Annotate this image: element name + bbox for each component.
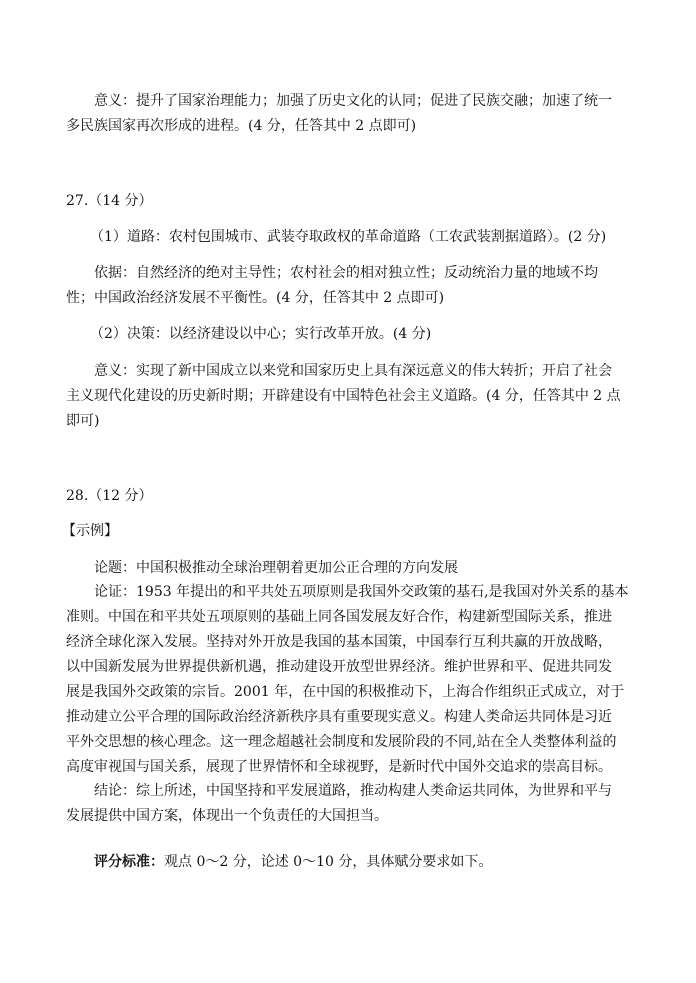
q28-argument-line-6: 推动建立公平合理的国际政治经济新秩序具有重要现实意义。构建人类命运共同体是习近 [66,709,612,725]
q28-example-tag: 【示例】 [62,523,118,539]
grading-text: 观点 0～2 分，论述 0～10 分，具体赋分要求如下。 [164,854,493,870]
q28-argument-line-5: 展是我国外交政策的宗旨。2001 年，在中国的积极推动下，上海合作组织正式成立，对于 [66,684,625,700]
q28-argument-line-2: 准则。中国在和平共处五项原则的基础上同各国发展友好合作，构建新型国际关系，推进 [66,609,612,625]
q27-part1-road: （1）道路：农村包围城市、武装夺取政权的革命道路（工农武装割据道路）。(2 分) [90,229,607,245]
q27-basis-line-1: 依据：自然经济的绝对主导性；农村社会的相对独立性；反动统治力量的地域不均 [94,265,598,281]
grading-label: 评分标准： [94,854,164,870]
q28-thesis: 论题：中国积极推动全球治理朝着更加公正合理的方向发展 [94,560,458,576]
q28-grading-criteria [94,852,492,872]
q28-conclusion-line-1: 结论：综上所述，中国坚持和平发展道路，推动构建人类命运共同体，为世界和平与 [94,783,612,799]
q26-significance-line-1: 意义：提升了国家治理能力；加强了历史文化的认同；促进了民族交融；加速了统一 [94,93,612,109]
q28-conclusion-line-2: 发展提供中国方案，体现出一个负责任的大国担当。 [66,808,388,824]
q28-argument-line-4: 以中国新发展为世界提供新机遇，推动建设开放型世界经济。维护世界和平、促进共同发 [66,659,612,675]
q28-argument-line-3: 经济全球化深入发展。坚持对外开放是我国的基本国策，中国奉行互利共赢的开放战略， [66,634,612,650]
q26-significance-line-2: 多民族国家再次形成的进程。(4 分，任答其中 2 点即可) [66,118,417,134]
q28-argument-line-7: 平外交思想的核心理念。这一理念超越社会制度和发展阶段的不同,站在全人类整体利益的 [66,734,617,750]
q27-significance-line-1: 意义：实现了新中国成立以来党和国家历史上具有深远意义的伟大转折；开启了社会 [94,363,612,379]
q28-heading: 28.（12 分） [66,488,153,504]
q28-argument-line-8: 高度审视国与国关系，展现了世界情怀和全球视野，是新时代中国外交追求的崇高目标。 [66,759,612,775]
q27-heading: 27.（14 分） [66,193,153,209]
q27-part2-decision: （2）决策：以经济建设以中心；实行改革开放。(4 分) [90,326,432,342]
q28-argument-line-1: 论证：1953 年提出的和平共处五项原则是我国外交政策的基石,是我国对外关系的基本 [94,584,629,600]
q27-significance-line-3: 即可) [66,413,100,429]
q27-significance-line-2: 主义现代化建设的历史新时期；开辟建设有中国特色社会主义道路。(4 分，任答其中 2 点 [66,388,621,404]
q27-basis-line-2: 性；中国政治经济发展不平衡性。(4 分，任答其中 2 点即可) [66,290,445,306]
